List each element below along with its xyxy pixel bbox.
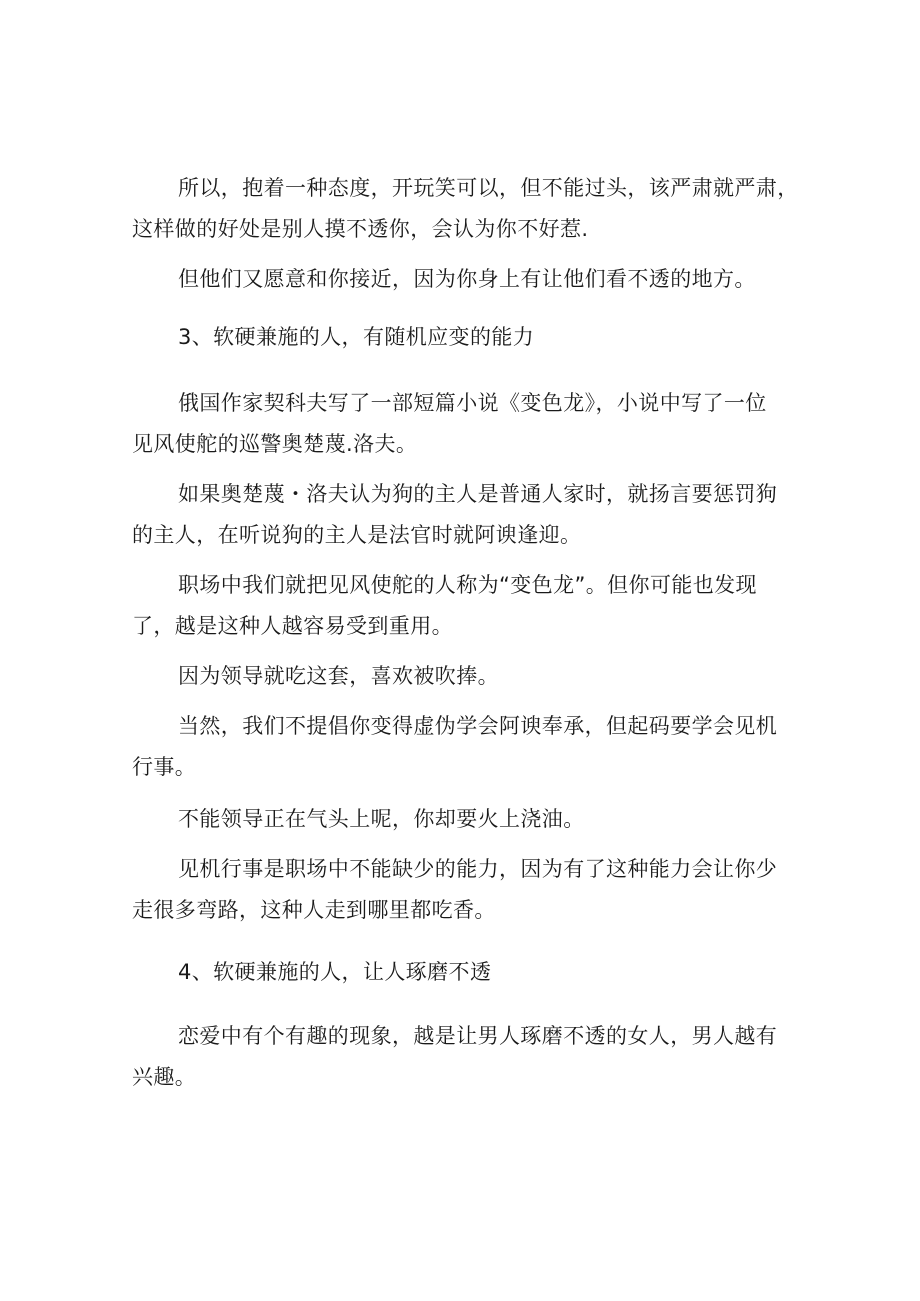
- paragraph-line: 走很多弯路，这种人走到哪里都吃香。: [132, 898, 496, 922]
- section-heading-4: 4、软硬兼施的人，让人琢磨不透: [178, 960, 492, 984]
- paragraph-line: 当然，我们不提倡你变得虚伪学会阿谀奉承，但起码要学会见机: [178, 714, 778, 738]
- paragraph-line: 的主人，在听说狗的主人是法官时就阿谀逢迎。: [132, 523, 582, 547]
- paragraph-line: 恋爱中有个有趣的现象，越是让男人琢磨不透的女人，男人越有: [178, 1024, 778, 1048]
- paragraph-dog-owner: [132, 474, 792, 556]
- paragraph-attitude: [132, 168, 799, 250]
- paragraph-fuel-fire: [132, 799, 792, 840]
- paragraph-line: 了，越是这种人越容易受到重用。: [132, 614, 453, 638]
- paragraph-chameleon-story: [132, 383, 792, 465]
- paragraph-line: 见风使舵的巡警奥楚蔑.洛夫。: [132, 432, 418, 456]
- paragraph-line: 如果奥楚蔑・洛夫认为狗的主人是普通人家时，就扬言要惩罚狗: [178, 482, 778, 506]
- paragraph-romance: [132, 1016, 792, 1098]
- paragraph-adapt: [132, 706, 792, 788]
- paragraph-line: 因为领导就吃这套，喜欢被吹捧。: [178, 664, 499, 688]
- paragraph-line: 俄国作家契科夫写了一部短篇小说《变色龙》，小说中写了一位: [178, 391, 767, 415]
- paragraph-line: 兴趣。: [132, 1065, 197, 1089]
- paragraph-line: 这样做的好处是别人摸不透你，会认为你不好惹.: [132, 217, 589, 241]
- paragraph-workplace-chameleon: [132, 565, 792, 647]
- paragraph-line: 所以，抱着一种态度，开玩笑可以，但不能过头，该严肃就严肃，: [178, 176, 799, 200]
- paragraph-line: 见机行事是职场中不能缺少的能力，因为有了这种能力会让你少: [178, 857, 778, 881]
- paragraph-line: 行事。: [132, 755, 197, 779]
- paragraph-ability: [132, 849, 792, 931]
- paragraph-line: 职场中我们就把见风使舵的人称为“变色龙”。但你可能也发现: [178, 573, 757, 597]
- paragraph-line: 但他们又愿意和你接近，因为你身上有让他们看不透的地方。: [178, 267, 756, 291]
- paragraph-flattery: [132, 656, 792, 697]
- paragraph-approach: [132, 259, 792, 300]
- paragraph-line: 不能领导正在气头上呢，你却要火上浇油。: [178, 807, 585, 831]
- section-heading-3: 3、软硬兼施的人，有随机应变的能力: [178, 325, 535, 349]
